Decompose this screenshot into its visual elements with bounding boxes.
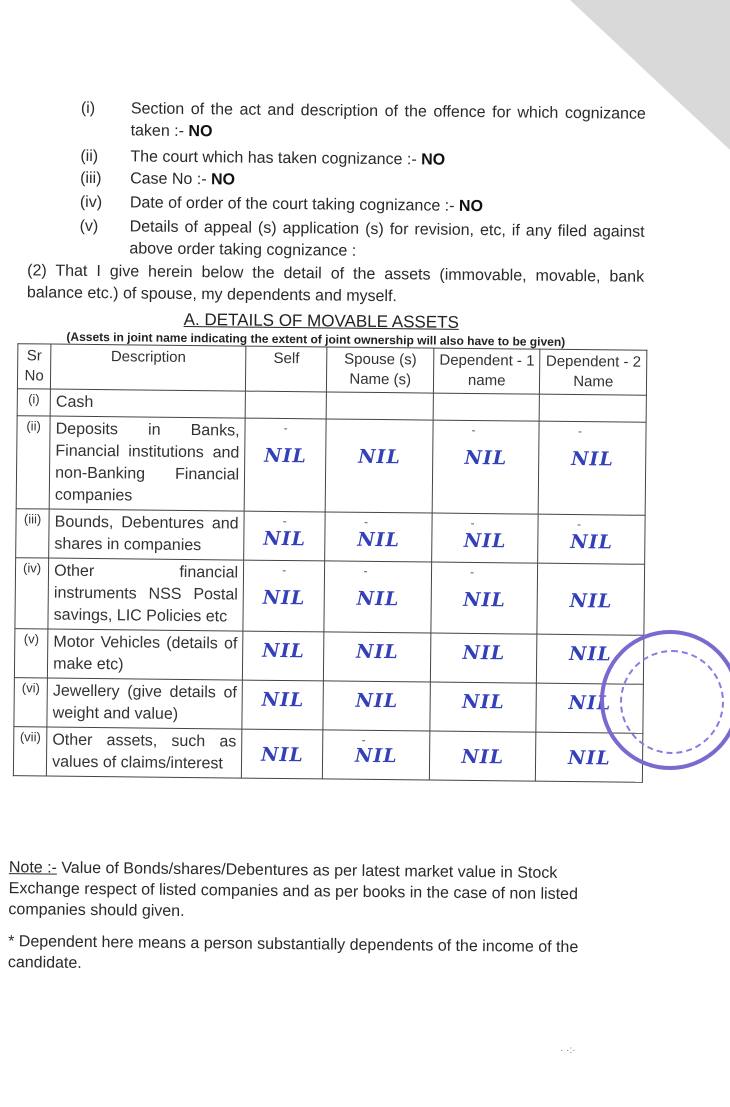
header-dependent-2: Dependent - 2 Name xyxy=(540,349,647,395)
item-text: Details of appeal (s) application (s) for revision, etc, if any filed against above order taking cognizance : xyxy=(129,218,644,259)
item-text: The court which has taken cognizance :- xyxy=(130,148,421,168)
dash-mark: - xyxy=(363,564,367,578)
dash-mark: - xyxy=(578,424,582,438)
table-row xyxy=(16,509,645,565)
cell-self xyxy=(242,631,324,681)
dash-mark: - xyxy=(470,565,474,579)
cell-dependent-2 xyxy=(539,421,647,515)
cell-spouse xyxy=(324,632,431,682)
item-text: Section of the act and description of the offence for which cognizance taken :- xyxy=(131,100,646,140)
header-dependent-1: Dependent - 1 name xyxy=(433,348,540,394)
handwritten-nil: NIL xyxy=(543,637,639,666)
dash-mark: - xyxy=(362,733,366,747)
header-self: Self xyxy=(245,346,327,392)
handwritten-nil: NIL xyxy=(437,565,533,612)
handwritten-nil: NIL xyxy=(330,563,426,610)
cell-self xyxy=(244,418,326,512)
handwritten-nil: NIL xyxy=(248,683,319,712)
note-text: Value of Bonds/shares/Debentures as per latest market value in Stock Exchange respect of listed companies and as per books in the case of non listed companies should given. xyxy=(8,860,578,920)
item-text: Case No :- xyxy=(130,170,211,188)
movable-assets-table xyxy=(13,343,647,783)
cell-dependent-1 xyxy=(432,420,539,514)
handwritten-nil: NIL xyxy=(437,516,533,553)
handwritten-nil: NIL xyxy=(541,735,637,770)
row-description: Cash xyxy=(50,389,245,418)
item-text: Date of order of the court taking cognizance :- xyxy=(130,194,459,214)
row-sr: (vi) xyxy=(14,678,48,727)
table-row xyxy=(14,678,643,734)
header-sr-no: Sr No xyxy=(17,344,51,389)
row-description: Other assets, such as values of claims/interest xyxy=(47,727,242,778)
dash-mark: - xyxy=(284,421,288,435)
handwritten-nil: NIL xyxy=(436,636,532,665)
handwritten-nil: NIL xyxy=(250,421,321,468)
row-description: Other financial instruments NSS Postal savings, LIC Policies etc xyxy=(48,558,244,631)
handwritten-nil: NIL xyxy=(329,683,425,712)
paragraph-2: (2) That I give herein below the detail of the assets (immovable, movable, bank balance etc.) of spouse, my dependents and myself. xyxy=(27,260,644,310)
row-description: Motor Vehicles (details of make etc) xyxy=(48,629,243,680)
stamp-inner-ring xyxy=(620,650,724,754)
header-spouse: Spouse (s) Name (s) xyxy=(327,347,434,393)
item-number: (i) xyxy=(81,98,95,120)
handwritten-nil: NIL xyxy=(544,517,640,554)
item-number: (iii) xyxy=(80,168,102,190)
cell-dependent-1 xyxy=(433,393,540,421)
handwritten-nil: NIL xyxy=(436,685,532,714)
table-row xyxy=(14,629,643,685)
cell-spouse xyxy=(323,681,430,731)
cell-dependent-2 xyxy=(537,563,644,635)
section-title: A. DETAILS OF MOVABLE ASSETS xyxy=(184,310,459,333)
item-answer: NO xyxy=(211,171,235,188)
cell-dependent-2 xyxy=(538,514,645,564)
table-row xyxy=(13,727,642,783)
cell-dependent-1 xyxy=(431,562,538,634)
dash-mark: - xyxy=(282,563,286,577)
handwritten-nil: NIL xyxy=(249,514,320,551)
table-header-row xyxy=(17,344,646,396)
cell-self xyxy=(244,511,326,561)
cell-dependent-1 xyxy=(432,513,539,563)
section-subtitle: (Assets in joint name indicating the extent of joint ownership will also have to be given) xyxy=(66,330,565,349)
row-sr: (iv) xyxy=(15,558,49,629)
cell-self xyxy=(242,680,324,730)
handwritten-nil: NIL xyxy=(543,566,639,613)
row-sr: (i) xyxy=(17,389,50,416)
cell-self xyxy=(241,729,323,779)
handwritten-nil: NIL xyxy=(332,422,428,469)
cell-spouse xyxy=(326,419,433,513)
handwritten-nil: NIL xyxy=(435,734,531,769)
cell-spouse xyxy=(324,561,431,633)
cell-dependent-1 xyxy=(429,731,536,781)
cell-dependent-1 xyxy=(430,633,537,683)
note xyxy=(8,857,609,926)
cell-self xyxy=(245,391,327,419)
cell-spouse xyxy=(325,512,432,562)
handwritten-nil: NIL xyxy=(249,563,320,610)
handwritten-nil: NIL xyxy=(330,634,426,663)
item-answer: NO xyxy=(188,123,212,140)
dash-mark: - xyxy=(283,514,287,528)
cell-self xyxy=(243,560,325,632)
footnote: * Dependent here means a person substantially dependents of the income of the candidate. xyxy=(8,931,620,979)
handwritten-nil: NIL xyxy=(328,732,424,767)
item-number: (iv) xyxy=(80,192,102,214)
note-label: Note :- xyxy=(9,859,57,877)
row-description: Bounds, Debentures and shares in companies xyxy=(49,509,244,560)
cell-spouse xyxy=(323,730,430,780)
handwritten-nil: NIL xyxy=(545,424,641,471)
item-number: (v) xyxy=(80,216,99,238)
handwritten-nil: NIL xyxy=(247,732,318,767)
row-sr: (ii) xyxy=(16,416,50,509)
row-description: Jewellery (give details of weight and value) xyxy=(47,678,242,729)
row-sr: (v) xyxy=(14,629,48,678)
handwritten-nil: NIL xyxy=(438,423,534,470)
cell-dependent-1 xyxy=(430,682,537,732)
dash-mark: - xyxy=(471,423,475,437)
official-stamp xyxy=(600,630,730,780)
table-row xyxy=(15,558,645,636)
item-answer: NO xyxy=(421,151,445,168)
dash-mark: - xyxy=(470,516,474,530)
cell-dependent-2 xyxy=(540,394,647,422)
handwritten-nil: NIL xyxy=(542,686,638,715)
scan-specks: · ·:· xyxy=(560,1045,576,1056)
row-sr: (iii) xyxy=(16,509,50,558)
cell-spouse xyxy=(327,392,434,420)
item-number: (ii) xyxy=(80,146,98,168)
handwritten-nil: NIL xyxy=(331,514,427,551)
table-row xyxy=(16,416,646,516)
row-description: Deposits in Banks, Financial institutions and non-Banking Financial companies xyxy=(49,416,245,511)
header-description: Description xyxy=(51,344,246,391)
dash-mark: - xyxy=(364,515,368,529)
handwritten-nil: NIL xyxy=(248,634,319,663)
row-sr: (vii) xyxy=(13,727,47,776)
dash-mark: - xyxy=(577,517,581,531)
item-answer: NO xyxy=(459,198,483,215)
